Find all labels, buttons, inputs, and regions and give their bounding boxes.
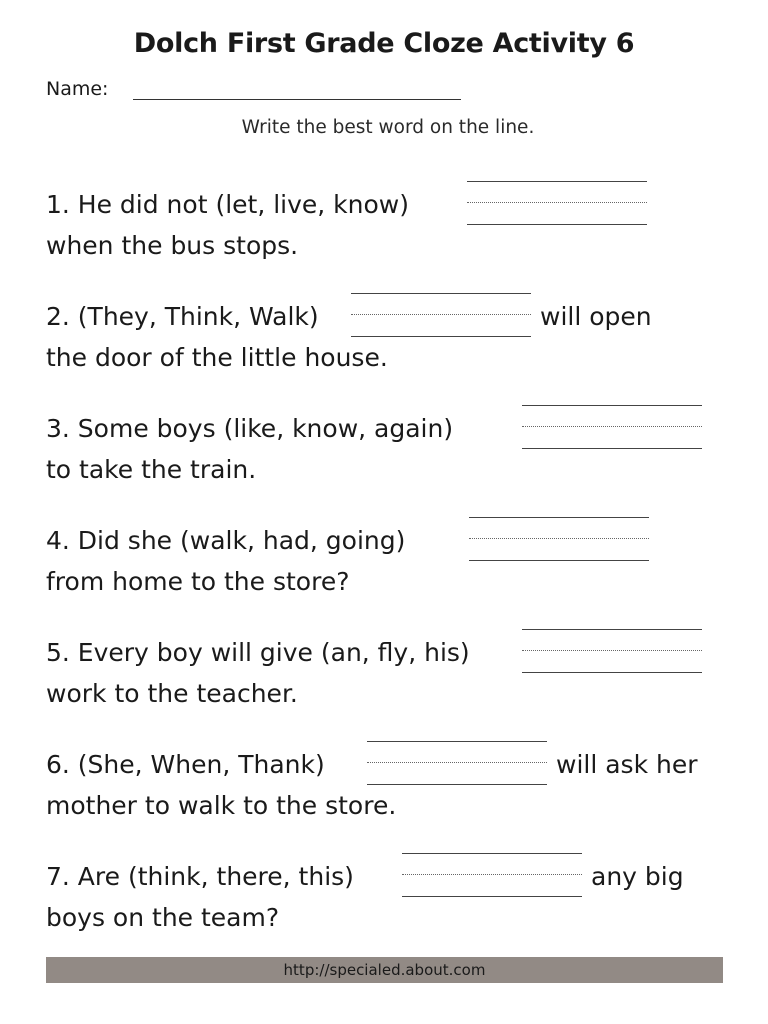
footer-url-banner: http://specialed.about.com [46, 957, 723, 983]
page-title: Dolch First Grade Cloze Activity 6 [133, 28, 635, 59]
question-3-continuation: to take the train. [46, 455, 257, 484]
question-7-answer-blank[interactable] [402, 853, 582, 897]
question-6-continuation: mother to walk to the store. [46, 791, 397, 820]
question-4-answer-blank[interactable] [469, 517, 649, 561]
question-7-after-blank: any big [591, 862, 684, 891]
question-2-text: 2. (They, Think, Walk) [46, 302, 319, 331]
question-2-answer-blank[interactable] [351, 293, 531, 337]
question-5-text: 5. Every boy will give (an, fly, his) [46, 638, 470, 667]
question-5-continuation: work to the teacher. [46, 679, 298, 708]
question-2-continuation: the door of the little house. [46, 343, 388, 372]
question-6-text: 6. (She, When, Thank) [46, 750, 325, 779]
question-6-answer-blank[interactable] [367, 741, 547, 785]
question-5-answer-blank[interactable] [522, 629, 702, 673]
question-3-text: 3. Some boys (like, know, again) [46, 414, 454, 443]
question-7-text: 7. Are (think, there, this) [46, 862, 354, 891]
question-1-answer-blank[interactable] [467, 181, 647, 225]
instructions: Write the best word on the line. [241, 117, 535, 138]
name-label: Name: [46, 78, 109, 100]
question-6-after-blank: will ask her [556, 750, 698, 779]
question-1-continuation: when the bus stops. [46, 231, 299, 260]
name-field[interactable] [133, 99, 461, 100]
question-2-after-blank: will open [540, 302, 652, 331]
question-4-continuation: from home to the store? [46, 567, 350, 596]
question-7-continuation: boys on the team? [46, 903, 280, 932]
question-1-text: 1. He did not (let, live, know) [46, 190, 410, 219]
question-3-answer-blank[interactable] [522, 405, 702, 449]
question-4-text: 4. Did she (walk, had, going) [46, 526, 406, 555]
